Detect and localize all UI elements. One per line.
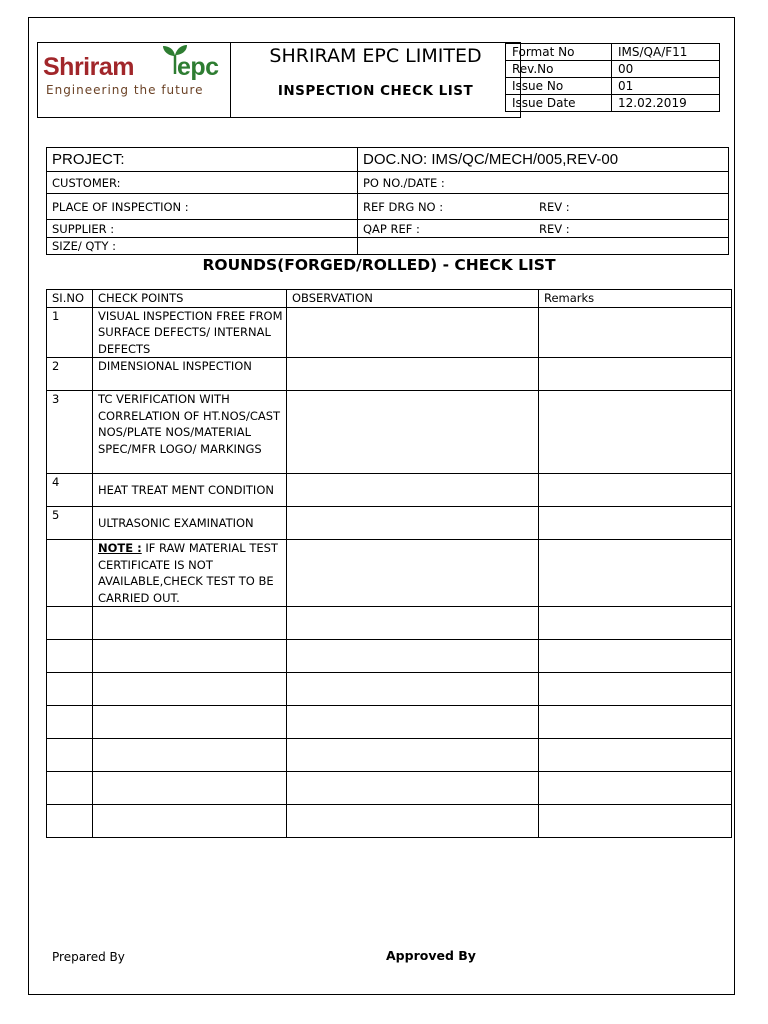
column-header-remarks: Remarks — [539, 290, 732, 308]
table-row — [47, 507, 732, 540]
observation-cell[interactable] — [287, 706, 539, 739]
ref-drg-field: REF DRG NO : — [363, 199, 444, 214]
table-row — [47, 148, 729, 172]
blank-row — [47, 805, 732, 838]
observation-cell[interactable] — [287, 772, 539, 805]
issue-date-label: Issue Date — [506, 95, 612, 112]
remarks-cell[interactable] — [539, 673, 732, 706]
ref-drg-cell — [358, 194, 729, 220]
observation-cell[interactable] — [287, 805, 539, 838]
observation-cell[interactable] — [287, 391, 539, 474]
check-point: VISUAL INSPECTION FREE FROM SURFACE DEFECTS/ INTERNAL DEFECTS — [93, 307, 287, 358]
blank-cell[interactable] — [93, 607, 287, 640]
blank-row — [47, 739, 732, 772]
table-row — [47, 391, 732, 474]
blank-row — [47, 772, 732, 805]
note-label: NOTE : — [98, 541, 142, 555]
project-info-table — [46, 147, 729, 255]
remarks-cell[interactable] — [539, 607, 732, 640]
blank-cell[interactable] — [47, 739, 93, 772]
blank-cell[interactable] — [47, 607, 93, 640]
remarks-cell[interactable] — [539, 358, 732, 391]
blank-cell[interactable] — [47, 772, 93, 805]
logo-text-epc: epc — [177, 53, 219, 81]
observation-cell[interactable] — [287, 307, 539, 358]
blank-cell[interactable] — [47, 673, 93, 706]
supplier-field: SUPPLIER : — [47, 220, 358, 238]
blank-cell[interactable] — [93, 706, 287, 739]
remarks-cell[interactable] — [539, 772, 732, 805]
row-number: 1 — [47, 307, 93, 358]
company-name: SHRIRAM EPC LIMITED — [269, 45, 482, 67]
po-date-field: PO NO./DATE : — [358, 172, 729, 194]
remarks-cell[interactable] — [539, 739, 732, 772]
table-row — [506, 44, 720, 61]
issue-no-label: Issue No — [506, 78, 612, 95]
table-row — [47, 172, 729, 194]
remarks-cell[interactable] — [539, 540, 732, 607]
size-qty-field: SIZE/ QTY : — [47, 238, 358, 255]
checklist-title: ROUNDS(FORGED/ROLLED) - CHECK LIST — [202, 256, 556, 274]
rev-no-label: Rev.No — [506, 61, 612, 78]
format-no-label: Format No — [506, 44, 612, 61]
blank-cell[interactable] — [47, 640, 93, 673]
observation-cell[interactable] — [287, 474, 539, 507]
row-number: 3 — [47, 391, 93, 474]
table-row — [47, 540, 732, 607]
remarks-cell[interactable] — [539, 507, 732, 540]
checklist-table — [46, 289, 732, 838]
check-point: TC VERIFICATION WITH CORRELATION OF HT.NOS/CAST NOS/PLATE NOS/MATERIAL SPEC/MFR LOGO/ MARKINGS — [93, 391, 287, 474]
place-of-inspection-field: PLACE OF INSPECTION : — [47, 194, 358, 220]
blank-cell[interactable] — [93, 673, 287, 706]
blank-row — [47, 706, 732, 739]
remarks-cell[interactable] — [539, 307, 732, 358]
check-point: ULTRASONIC EXAMINATION — [93, 507, 287, 540]
remarks-cell[interactable] — [539, 805, 732, 838]
note-text: IF RAW MATERIAL TEST CERTIFICATE IS NOT AVAILABLE,CHECK TEST TO BE CARRIED OUT. — [98, 541, 278, 605]
observation-cell[interactable] — [287, 640, 539, 673]
ref-drg-rev-field: REV : — [539, 199, 570, 214]
observation-cell[interactable] — [287, 507, 539, 540]
row-number: 5 — [47, 507, 93, 540]
table-row — [47, 238, 729, 255]
remarks-cell[interactable] — [539, 391, 732, 474]
project-field: PROJECT: — [47, 148, 358, 172]
observation-cell[interactable] — [287, 358, 539, 391]
approved-by-label: Approved By — [386, 948, 476, 963]
observation-cell[interactable] — [287, 673, 539, 706]
issue-date-value: 12.02.2019 — [612, 95, 720, 112]
table-row — [47, 474, 732, 507]
remarks-cell[interactable] — [539, 474, 732, 507]
column-header-si-no: SI.NO — [47, 290, 93, 308]
blank-row — [47, 607, 732, 640]
qap-ref-field: QAP REF : — [363, 221, 420, 236]
observation-cell[interactable] — [287, 540, 539, 607]
check-point: HEAT TREAT MENT CONDITION — [93, 474, 287, 507]
table-row — [47, 194, 729, 220]
column-header-check-points: CHECK POINTS — [93, 290, 287, 308]
prepared-by-label: Prepared By — [52, 950, 125, 964]
blank-cell[interactable] — [47, 706, 93, 739]
blank-row — [47, 673, 732, 706]
table-row — [506, 78, 720, 95]
customer-field: CUSTOMER: — [47, 172, 358, 194]
company-logo — [38, 43, 231, 117]
remarks-cell[interactable] — [539, 640, 732, 673]
row-number: 4 — [47, 474, 93, 507]
remarks-cell[interactable] — [539, 706, 732, 739]
table-header-row — [47, 290, 732, 308]
blank-cell[interactable] — [47, 805, 93, 838]
table-row — [47, 220, 729, 238]
column-header-observation: OBSERVATION — [287, 290, 539, 308]
blank-row — [47, 640, 732, 673]
document-header — [37, 42, 521, 118]
table-row — [47, 307, 732, 358]
rev-no-value: 00 — [612, 61, 720, 78]
check-point: DIMENSIONAL INSPECTION — [93, 358, 287, 391]
size-qty-blank — [358, 238, 729, 255]
blank-cell[interactable] — [93, 772, 287, 805]
form-title: INSPECTION CHECK LIST — [277, 83, 474, 99]
row-number: 2 — [47, 358, 93, 391]
qap-rev-field: REV : — [539, 221, 570, 236]
observation-cell[interactable] — [287, 739, 539, 772]
qap-ref-cell — [358, 220, 729, 238]
blank-cell[interactable] — [93, 640, 287, 673]
blank-cell[interactable] — [93, 739, 287, 772]
blank-cell[interactable] — [93, 805, 287, 838]
table-row — [47, 358, 732, 391]
table-row — [506, 95, 720, 112]
row-number — [47, 540, 93, 607]
table-row — [506, 61, 720, 78]
doc-no-field: DOC.NO: IMS/QC/MECH/005,REV-00 — [358, 148, 729, 172]
logo-tagline: Engineering the future — [46, 83, 204, 97]
logo-text-shriram: Shriram — [43, 53, 134, 81]
observation-cell[interactable] — [287, 607, 539, 640]
note-cell — [93, 540, 287, 607]
document-control-table — [505, 43, 720, 112]
format-no-value: IMS/QA/F11 — [612, 44, 720, 61]
issue-no-value: 01 — [612, 78, 720, 95]
